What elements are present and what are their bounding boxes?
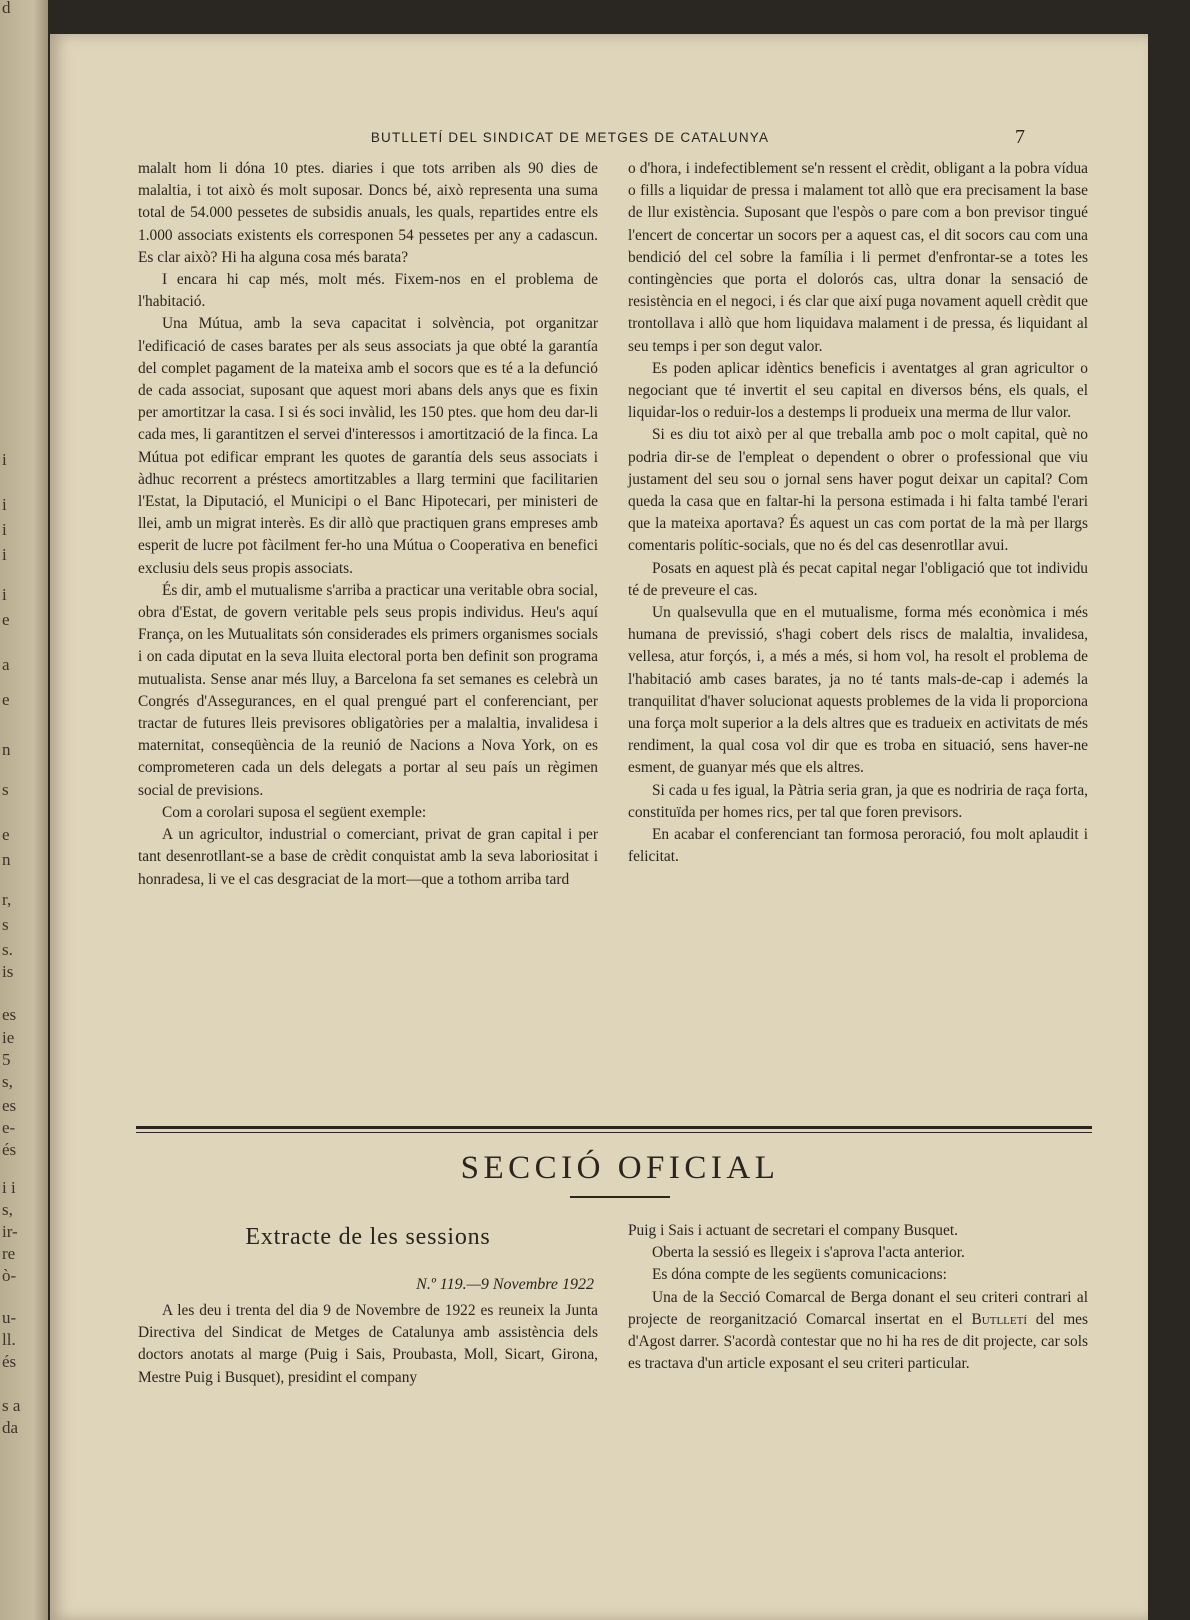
paragraph: A les deu i trenta del dia 9 de Novembre de 1922 es reuneix la Junta Directiva del Sindicat de Metges de Catalunya amb assistència dels doctors anotats al marge (Puig i Sais, Proubasta, Moll, Sicart, Girona, Mestre Puig i Busquet), presidint el company	[138, 1302, 598, 1386]
section-title: SECCIÓ OFICIAL	[460, 1150, 780, 1186]
paragraph: En acabar el conferenciant tan formosa peroració, fou molt aplaudit i felicitat.	[628, 826, 1088, 866]
margin-fragment: i	[2, 495, 7, 514]
minutes-right-column	[628, 1220, 1088, 1375]
margin-fragment: és	[2, 1140, 17, 1159]
margin-fragment: i i	[2, 1178, 16, 1197]
paragraph: I encara hi cap més, molt més. Fixem-nos en el problema de l'habitació.	[138, 271, 598, 311]
margin-fragment: s	[2, 780, 9, 799]
article-right-column	[628, 158, 1088, 869]
paragraph: Un qualsevulla que en el mutualisme, forma més econòmica i més humana de previssió, s'hagi cobert dels riscs de malaltia, invalidesa, vellesa, atur forçós, i, a més a més, si hom vol, ha resolt el problema de l'habitació amb cases barates, ja no té tants mals-de-cap i ademés la tranquilitat d'haver solucionat aquests problemes de la vida li proporciona una força molt superior a la dels altres que es tradueix en activitats de més rendiment, la qual cosa vol dir que es troba en situació, sens haver-ne esment, de guanyar més que els altres.	[628, 604, 1088, 777]
paragraph: malalt hom li dóna 10 ptes. diaries i que tots arriben als 90 dies de malaltia, i tot això és molt suposar. Doncs bé, això representa una suma total de 54.000 pessetes de subsidis anuals, les quals, repartides entre els 1.000 associats existents els corresponen 54 pessetes per any a cadascun. Es clar això? Hi ha alguna cosa més barata?	[138, 160, 598, 266]
margin-fragment: i	[2, 450, 7, 469]
margin-fragment: 5	[2, 1050, 11, 1069]
margin-fragment: s.	[2, 940, 13, 959]
margin-fragment: u-	[2, 1308, 17, 1327]
section-divider-thick	[136, 1126, 1092, 1129]
margin-fragment: e	[2, 825, 10, 844]
margin-fragment: ir-	[2, 1222, 18, 1241]
paragraph: Si cada u fes igual, la Pàtria seria gran, ja que es nodriria de raça forta, constituïda per homes rics, per tal que foren previsors.	[628, 781, 1088, 821]
margin-fragment: s a	[2, 1396, 21, 1415]
margin-fragment: a	[2, 655, 10, 674]
margin-fragment: és	[2, 1352, 17, 1371]
paragraph: Es poden aplicar idèntics beneficis i aventatges al gran agricultor o negociant que té invertit el seu capital en diversos béns, els quals, el liquidar-los o reduir-los a destemps li produeix una merma de llur valor.	[628, 359, 1088, 422]
paragraph: A un agricultor, industrial o comerciant, privat de gran capital i per tant desenrotllant-se a base de crèdit conquistat amb la seva laboriositat i honradesa, li ve el cas desgraciat de la mort—que a tothom arriba tard	[138, 826, 598, 888]
minutes-left-column	[138, 1300, 598, 1389]
paragraph: Puig i Sais i actuant de secretari el company Busquet.	[628, 1222, 958, 1239]
margin-fragment: da	[2, 1418, 19, 1437]
sessions-heading: Extracte de les sessions	[245, 1224, 491, 1250]
bulletin-name: Butlletí	[971, 1310, 1027, 1328]
margin-fragment: e	[2, 610, 10, 629]
margin-fragment: es	[2, 1005, 17, 1024]
paragraph: Es dóna compte de les següents comunicacions:	[652, 1266, 947, 1284]
margin-fragment: n	[2, 850, 11, 869]
margin-fragment: i	[2, 545, 7, 564]
paragraph	[628, 1287, 1088, 1376]
margin-fragment: is	[2, 962, 14, 981]
margin-fragment: e	[2, 690, 10, 709]
previous-page-edge	[0, 0, 48, 1620]
margin-fragment: s	[2, 915, 9, 934]
running-header	[50, 126, 1148, 150]
section-divider-thin	[136, 1132, 1092, 1133]
margin-fragment: s,	[2, 1072, 13, 1091]
margin-fragment: n	[2, 740, 11, 759]
page-number: 7	[1015, 126, 1025, 148]
margin-fragment: re	[2, 1244, 16, 1263]
paragraph: o d'hora, i indefectiblement se'n ressent el crèdit, obligant a la pobra vídua o fills a liquidar de pressa i malament tot allò que era precisament la base de llur existència. Suposant que l'espòs o pare com a bon previsor tingué l'encert de concertar un socors per a aquest cas, el dit socors cau com una bendició del cel sobre la família i li permet d'enfrontar-se a totes les contingències que porta el dolorós cas, ultra donar la sensació de resistència en el negoci, i és clar que així puga novament aquell crèdit que trontollava i allò que hom liquidava malament i de pressa, és liquidant al seu temps i per son degut valor.	[628, 160, 1088, 355]
margin-fragment: ll.	[2, 1330, 16, 1349]
title-underline	[570, 1196, 670, 1198]
article-left-column	[138, 158, 598, 891]
margin-fragment: ò-	[2, 1266, 17, 1285]
session-date: N.º 119.—9 Novembre 1922	[416, 1276, 594, 1293]
paragraph: Oberta la sessió es llegeix i s'aprova l'acta anterior.	[652, 1244, 965, 1262]
paragraph: És dir, amb el mutualisme s'arriba a practicar una veritable obra social, obra d'Estat, de govern veritable pels seus propis individus. Heu's aquí França, on les Mutualitats són considerades els primers organismes socials i on cada diputat en la seva lluita electoral porta ben definit son programa mutualista. Sense anar més lluy, a Barcelona fa set semanes es celebrà un Congrés d'Assegurances, en el qual prengué part el conferenciant, per tractar de futures lleis previsores obligatòries per a malaltia, invalidesa i maternitat, conseqüència de la reunió de Nacions a Nova York, on es comprometeren cada un dels delegats a portar al seu país un règimen social de previsions.	[138, 581, 598, 799]
margin-fragment: d	[2, 0, 11, 17]
margin-fragment: i	[2, 585, 7, 604]
paragraph: Posats en aquest plà és pecat capital negar l'obligació que tot individu té de preveure el cas.	[628, 559, 1088, 599]
margin-fragment: e-	[2, 1118, 16, 1137]
running-title: BUTLLETÍ DEL SINDICAT DE METGES DE CATALUNYA	[370, 130, 770, 145]
text-run: Una de la Secció Comarcal de Berga donant el seu criteri contrari al projecte de reorganització Comarcal insertat en el	[628, 1288, 1088, 1328]
margin-fragment: ie	[2, 1028, 15, 1047]
paragraph: Com a corolari suposa el següent exemple:	[162, 803, 427, 821]
text-run: del mes d'Agost darrer. S'acordà contestar que no hi ha res de dit projecte, car sols es tractava d'un article exposant el seu criteri particular.	[628, 1310, 1088, 1373]
page	[50, 34, 1148, 1620]
margin-fragment: s,	[2, 1200, 13, 1219]
margin-fragment: es	[2, 1096, 17, 1115]
paragraph: Una Mútua, amb la seva capacitat i solvència, pot organitzar l'edificació de cases barates per als seus associats ja que obté la garantía del complet pagament de la mateixa amb el socors que es té a la defunció de cada associat, suposant que aquest mori abans dels anys que es fixin per amortitzar la casa. I si és soci invàlid, les 150 ptes. que hom deu dar-li cada mes, li garantitzen el servei d'interessos i amortització de la finca. La Mútua pot edificar emprant les quotes de garantía dels seus associats i àdhuc recorrent a préstecs amortitzables a llarg termini que facilitarien l'Estat, la Diputació, el Municipi o el Banc Hipotecari, per ministeri de llei, amb un migrat interès. Es dir allò que practiquen grans empreses amb esperit de lucre pot fàcilment fer-ho una Mútua o Cooperativa en benefici exclusiu dels seus propis associats.	[138, 315, 598, 577]
paragraph: Si es diu tot això per al que treballa amb poc o molt capital, què no podria dir-se de l'empleat o dependent o obrer o professional que viu justament del seu sou o jornal sens haver pogut deixar un capital? Com queda la casa que en faltar-hi la persona estimada i hi falta també l'erari que la mateixa aportava? És aquest un cas com portat de la mà per llargs comentaris polític-socials, que no és del cas desenrotllar avui.	[628, 426, 1088, 555]
margin-fragment: r,	[2, 890, 12, 909]
margin-fragment: i	[2, 520, 7, 539]
